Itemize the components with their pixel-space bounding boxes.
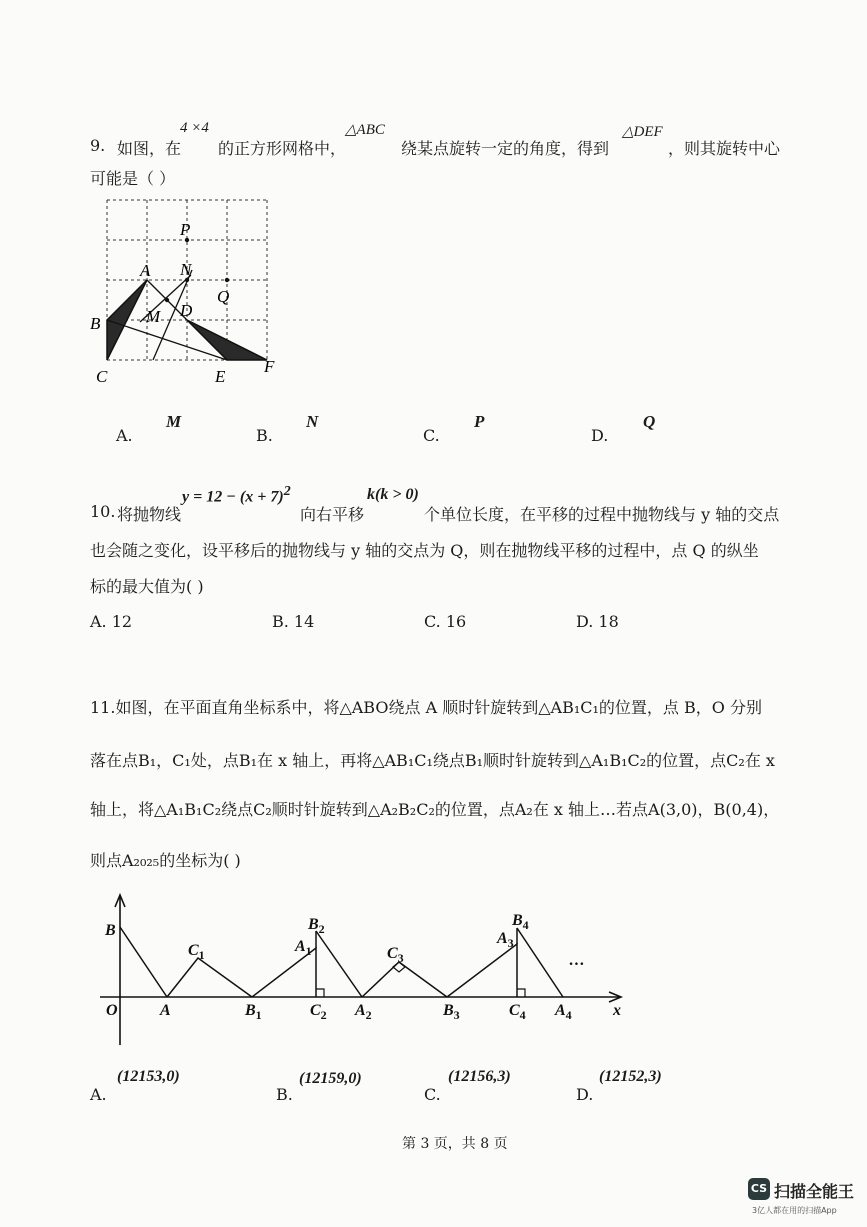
q11-option-a-value[interactable]: (12153,0) [117,1068,180,1085]
q9-text-line2: 可能是（ ） [90,169,176,188]
q9-label-q: Q [217,287,230,306]
q11-text-line1: 11.如图，在平面直角坐标系中，将△ABO绕点 A 顺时针旋转到△AB₁C₁的位置，点 B，O 分别 [90,698,762,717]
q11-text-line2: 落在点B₁，C₁处，点B₁在 x 轴上，再将△AB₁C₁绕点B₁顺时针旋转到△A₁B₁C₂的位置，点C₂在 x [90,751,775,770]
q9-option-b-value[interactable]: N [306,412,319,431]
q9-triangle-def: △DEF [622,124,663,140]
q11-option-d-letter[interactable]: D. [576,1085,594,1104]
page-number: 第 3 页，共 8 页 [402,1136,508,1152]
q9-option-d-letter[interactable]: D. [591,426,609,445]
q9-option-a-letter[interactable]: A. [116,426,133,445]
scanner-logo-icon: CS [748,1178,770,1200]
q9-option-c-letter[interactable]: C. [423,426,440,445]
q10-option-a[interactable]: A. 12 [90,612,133,631]
q9-option-a-value[interactable]: M [166,412,182,431]
q10-option-b[interactable]: B. 14 [272,612,315,631]
q11-label-b: B [105,922,116,939]
q10-expr-exponent: 2 [283,484,291,499]
q9-label-b: B [90,314,101,333]
q9-number: 9. [90,136,106,155]
q10-text-line2: 也会随之变化，设平移后的抛物线与 y 轴的交点为 Q，则在抛物线平移的过程中，点 Q 的纵坐 [90,541,759,560]
q9-label-c: C [96,367,108,386]
q11-right-angle-c4 [517,989,525,997]
q9-point-m [165,298,169,302]
q11-label-c2: $C_2$ [310,1002,327,1022]
q9-label-d: D [180,301,193,320]
q11-label-c4: $C_4$ [509,1002,526,1022]
q9-triangle-abc: △ABC [345,122,385,138]
q9-label-e: E [215,367,226,386]
q10-text-3: 个单位长度，在平移的过程中抛物线与 y 轴的交点 [424,505,780,524]
q11-right-angle-c2 [316,989,324,997]
q11-text-line4: 则点A₂₀₂₅的坐标为( ) [90,851,241,870]
q11-label-a2: $A_2$ [355,1002,372,1022]
q10-option-d[interactable]: D. 18 [576,612,619,631]
q10-text-1: 将抛物线 [117,505,182,524]
q10-option-c[interactable]: C. 16 [424,612,467,631]
q11-label-a: A [160,1002,171,1019]
q11-option-c-value[interactable]: (12156,3) [448,1068,511,1085]
q11-option-c-letter[interactable]: C. [424,1085,441,1104]
q11-label-b2: $B_2$ [308,916,325,936]
q9-option-b-letter[interactable]: B. [256,426,273,445]
q11-option-a-letter[interactable]: A. [90,1085,107,1104]
q9-option-c-value[interactable]: P [474,412,485,431]
q11-label-a1: $A_1$ [295,938,312,958]
q10-expr-body: y = 12 − (x + 7) [182,488,284,506]
q11-label-x: x [613,1002,621,1019]
scanner-brand-name: 扫描全能王 [774,1182,855,1201]
q10-text-2: 向右平移 [300,505,365,524]
q10-parabola-expr [182,484,291,506]
q11-label-a4: $A_4$ [555,1002,572,1022]
q9-label-m: M [146,307,161,326]
q9-text-1: 如图，在 [117,139,182,158]
q9-label-n: N [180,260,192,279]
q10-k-expr: k(k > 0) [367,486,419,503]
q11-label-a3: $A_3$ [497,930,514,950]
q11-label-c1: $C_1$ [188,942,205,962]
q9-text-2: 的正方形网格中， [218,139,347,158]
q11-label-b1: $B_1$ [245,1002,262,1022]
q9-figure [80,192,295,392]
q9-label-p: P [180,220,191,239]
q11-figure [95,885,640,1050]
q11-label-c3: $C_3$ [387,945,404,965]
q11-option-b-letter[interactable]: B. [276,1085,293,1104]
q11-label-b4: $B_4$ [512,912,529,932]
q11-option-b-value[interactable]: (12159,0) [299,1070,362,1087]
q11-label-ellipsis: … [569,952,585,969]
q9-label-f: F [264,357,275,376]
q10-text-line3: 标的最大值为( ) [90,577,204,596]
scanner-brand-slogan: 3亿人都在用的扫描App [752,1206,837,1215]
q9-text-4: ，则其旋转中心 [668,139,781,158]
q10-number: 10. [90,502,116,521]
q11-label-o: O [106,1002,118,1019]
q9-point-q [225,278,229,282]
q9-label-a: A [140,261,151,280]
q11-text-line3: 轴上，将△A₁B₁C₂绕点C₂顺时针旋转到△A₂B₂C₂的位置，点A₂在 x 轴上…若点A(3,0)，B(0,4)， [90,800,780,819]
q11-label-b3: $B_3$ [443,1002,460,1022]
q9-grid-size: 4 ×4 [180,120,209,136]
q9-text-3: 绕某点旋转一定的角度，得到 [401,139,610,158]
q9-option-d-value[interactable]: Q [643,412,656,431]
q11-option-d-value[interactable]: (12152,3) [599,1068,662,1085]
